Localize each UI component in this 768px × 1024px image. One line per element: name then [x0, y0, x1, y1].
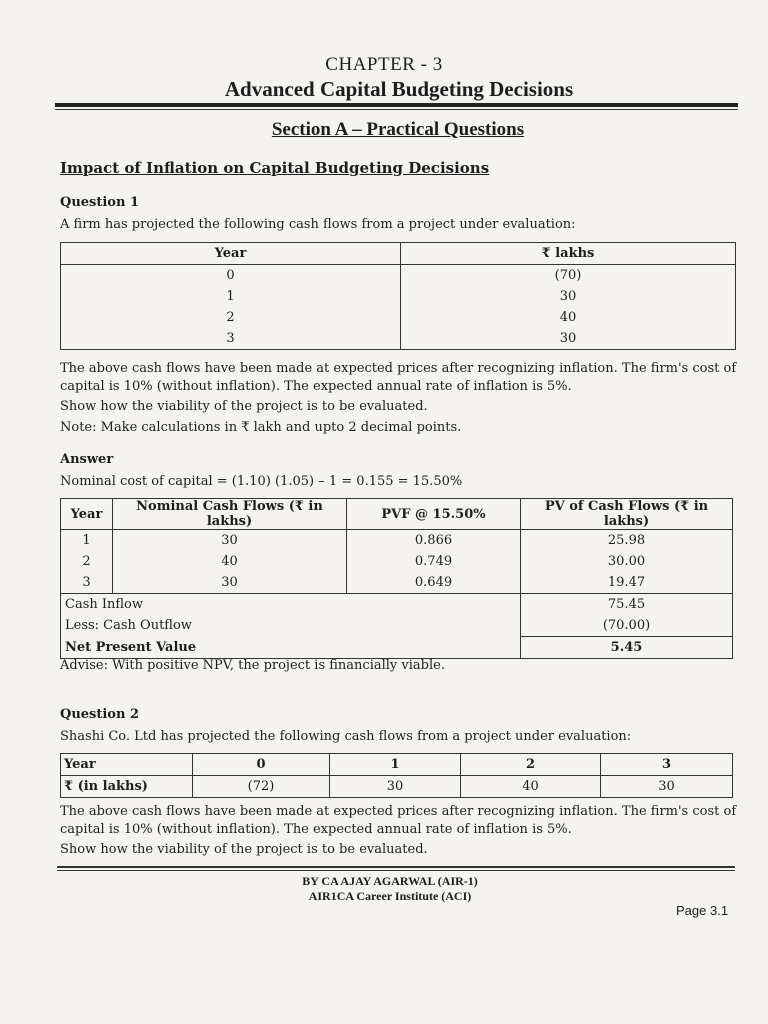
- table-cell: 30: [113, 530, 347, 552]
- table-header: Year: [61, 243, 401, 265]
- header-rule-thin: [55, 109, 738, 110]
- table-row: [61, 754, 733, 776]
- table-row: [61, 572, 733, 594]
- table-cell: 3: [601, 754, 733, 776]
- table-cell: 30: [601, 776, 733, 798]
- question-1-task: Show how the viability of the project is to be evaluated.: [60, 399, 428, 414]
- question-2-table: [60, 753, 733, 798]
- table-row: [61, 530, 733, 552]
- table-cell: 3: [61, 328, 401, 350]
- table-cell: 1: [330, 754, 461, 776]
- table-cell: 40: [113, 551, 347, 572]
- header-rule: [55, 103, 738, 107]
- table-cell: 2: [61, 307, 401, 328]
- question-1-text: The above cash flows have been made at expected prices after recognizing inflation. The firm's cost of capital is 10% (without inflation). The expected annual rate of inflation is 5%.: [60, 361, 737, 394]
- table-cell: 0.649: [347, 572, 521, 594]
- table-row: [61, 328, 736, 350]
- table-row: [61, 776, 733, 798]
- footer-rule: [57, 866, 735, 868]
- table-cell: 19.47: [521, 572, 733, 594]
- table-header: Nominal Cash Flows (₹ in lakhs): [113, 499, 347, 530]
- table-header: Year: [61, 499, 113, 530]
- footer-author: BY CA AJAY AGARWAL (AIR-1): [302, 874, 478, 888]
- table-cell: ₹ (in lakhs): [61, 776, 193, 798]
- table-header: PVF @ 15.50%: [347, 499, 521, 530]
- section-title: Section A – Practical Questions: [271, 119, 525, 140]
- npv-value: 5.45: [521, 637, 733, 659]
- table-row: [61, 307, 736, 328]
- footer-rule-thin: [57, 870, 735, 871]
- table-cell: 1: [61, 530, 113, 552]
- question-2-intro: Shashi Co. Ltd has projected the following cash flows from a project under evaluation:: [60, 729, 632, 744]
- subheading: Impact of Inflation on Capital Budgeting Decisions: [60, 159, 490, 177]
- cash-outflow-label: Less: Cash Outflow: [61, 615, 521, 637]
- cash-inflow-value: 75.45: [521, 594, 733, 616]
- table-row: [61, 637, 733, 659]
- footer-institute: AIR1CA Career Institute (ACI): [308, 889, 472, 903]
- table-cell: 2: [61, 551, 113, 572]
- answer-table: [60, 498, 733, 659]
- cash-inflow-label: Cash Inflow: [61, 594, 521, 616]
- question-1-note: Note: Make calculations in ₹ lakh and upto 2 decimal points.: [60, 420, 462, 435]
- answer-heading: Answer: [60, 452, 114, 467]
- answer-advise: Advise: With positive NPV, the project is financially viable.: [60, 658, 445, 673]
- table-cell: 0: [61, 265, 401, 287]
- table-row: [61, 265, 736, 287]
- question-2-task: Show how the viability of the project is to be evaluated.: [60, 842, 428, 857]
- table-cell: 2: [461, 754, 601, 776]
- page-number: Page 3.1: [676, 903, 729, 918]
- table-row: [61, 286, 736, 307]
- table-row: [61, 551, 733, 572]
- question-2-heading: Question 2: [60, 707, 140, 722]
- table-row: [61, 594, 733, 616]
- table-row: [61, 615, 733, 637]
- table-cell: Year: [61, 754, 193, 776]
- table-cell: 0.866: [347, 530, 521, 552]
- table-cell: 40: [401, 307, 736, 328]
- table-header: PV of Cash Flows (₹ in lakhs): [521, 499, 733, 530]
- cash-outflow-value: (70.00): [521, 615, 733, 637]
- table-cell: 3: [61, 572, 113, 594]
- table-cell: 30: [401, 328, 736, 350]
- table-cell: 40: [461, 776, 601, 798]
- table-cell: (72): [193, 776, 330, 798]
- answer-formula: Nominal cost of capital = (1.10) (1.05) – 1 = 0.155 = 15.50%: [60, 474, 463, 489]
- table-cell: (70): [401, 265, 736, 287]
- table-cell: 0: [193, 754, 330, 776]
- table-cell: 30: [113, 572, 347, 594]
- question-1-intro: A firm has projected the following cash flows from a project under evaluation:: [60, 217, 576, 232]
- table-cell: 30: [401, 286, 736, 307]
- table-cell: 1: [61, 286, 401, 307]
- table-header: ₹ lakhs: [401, 243, 736, 265]
- table-cell: 30: [330, 776, 461, 798]
- question-1-table: [60, 242, 736, 350]
- table-cell: 30.00: [521, 551, 733, 572]
- chapter-title: Advanced Capital Budgeting Decisions: [224, 77, 574, 101]
- npv-label: Net Present Value: [61, 637, 521, 659]
- table-cell: 0.749: [347, 551, 521, 572]
- chapter-number: CHAPTER - 3: [325, 54, 443, 75]
- question-1-heading: Question 1: [60, 195, 140, 210]
- table-cell: 25.98: [521, 530, 733, 552]
- question-2-text: The above cash flows have been made at expected prices after recognizing inflation. The firm's cost of capital is 10% (without inflation). The expected annual rate of inflation is 5%.: [60, 804, 737, 837]
